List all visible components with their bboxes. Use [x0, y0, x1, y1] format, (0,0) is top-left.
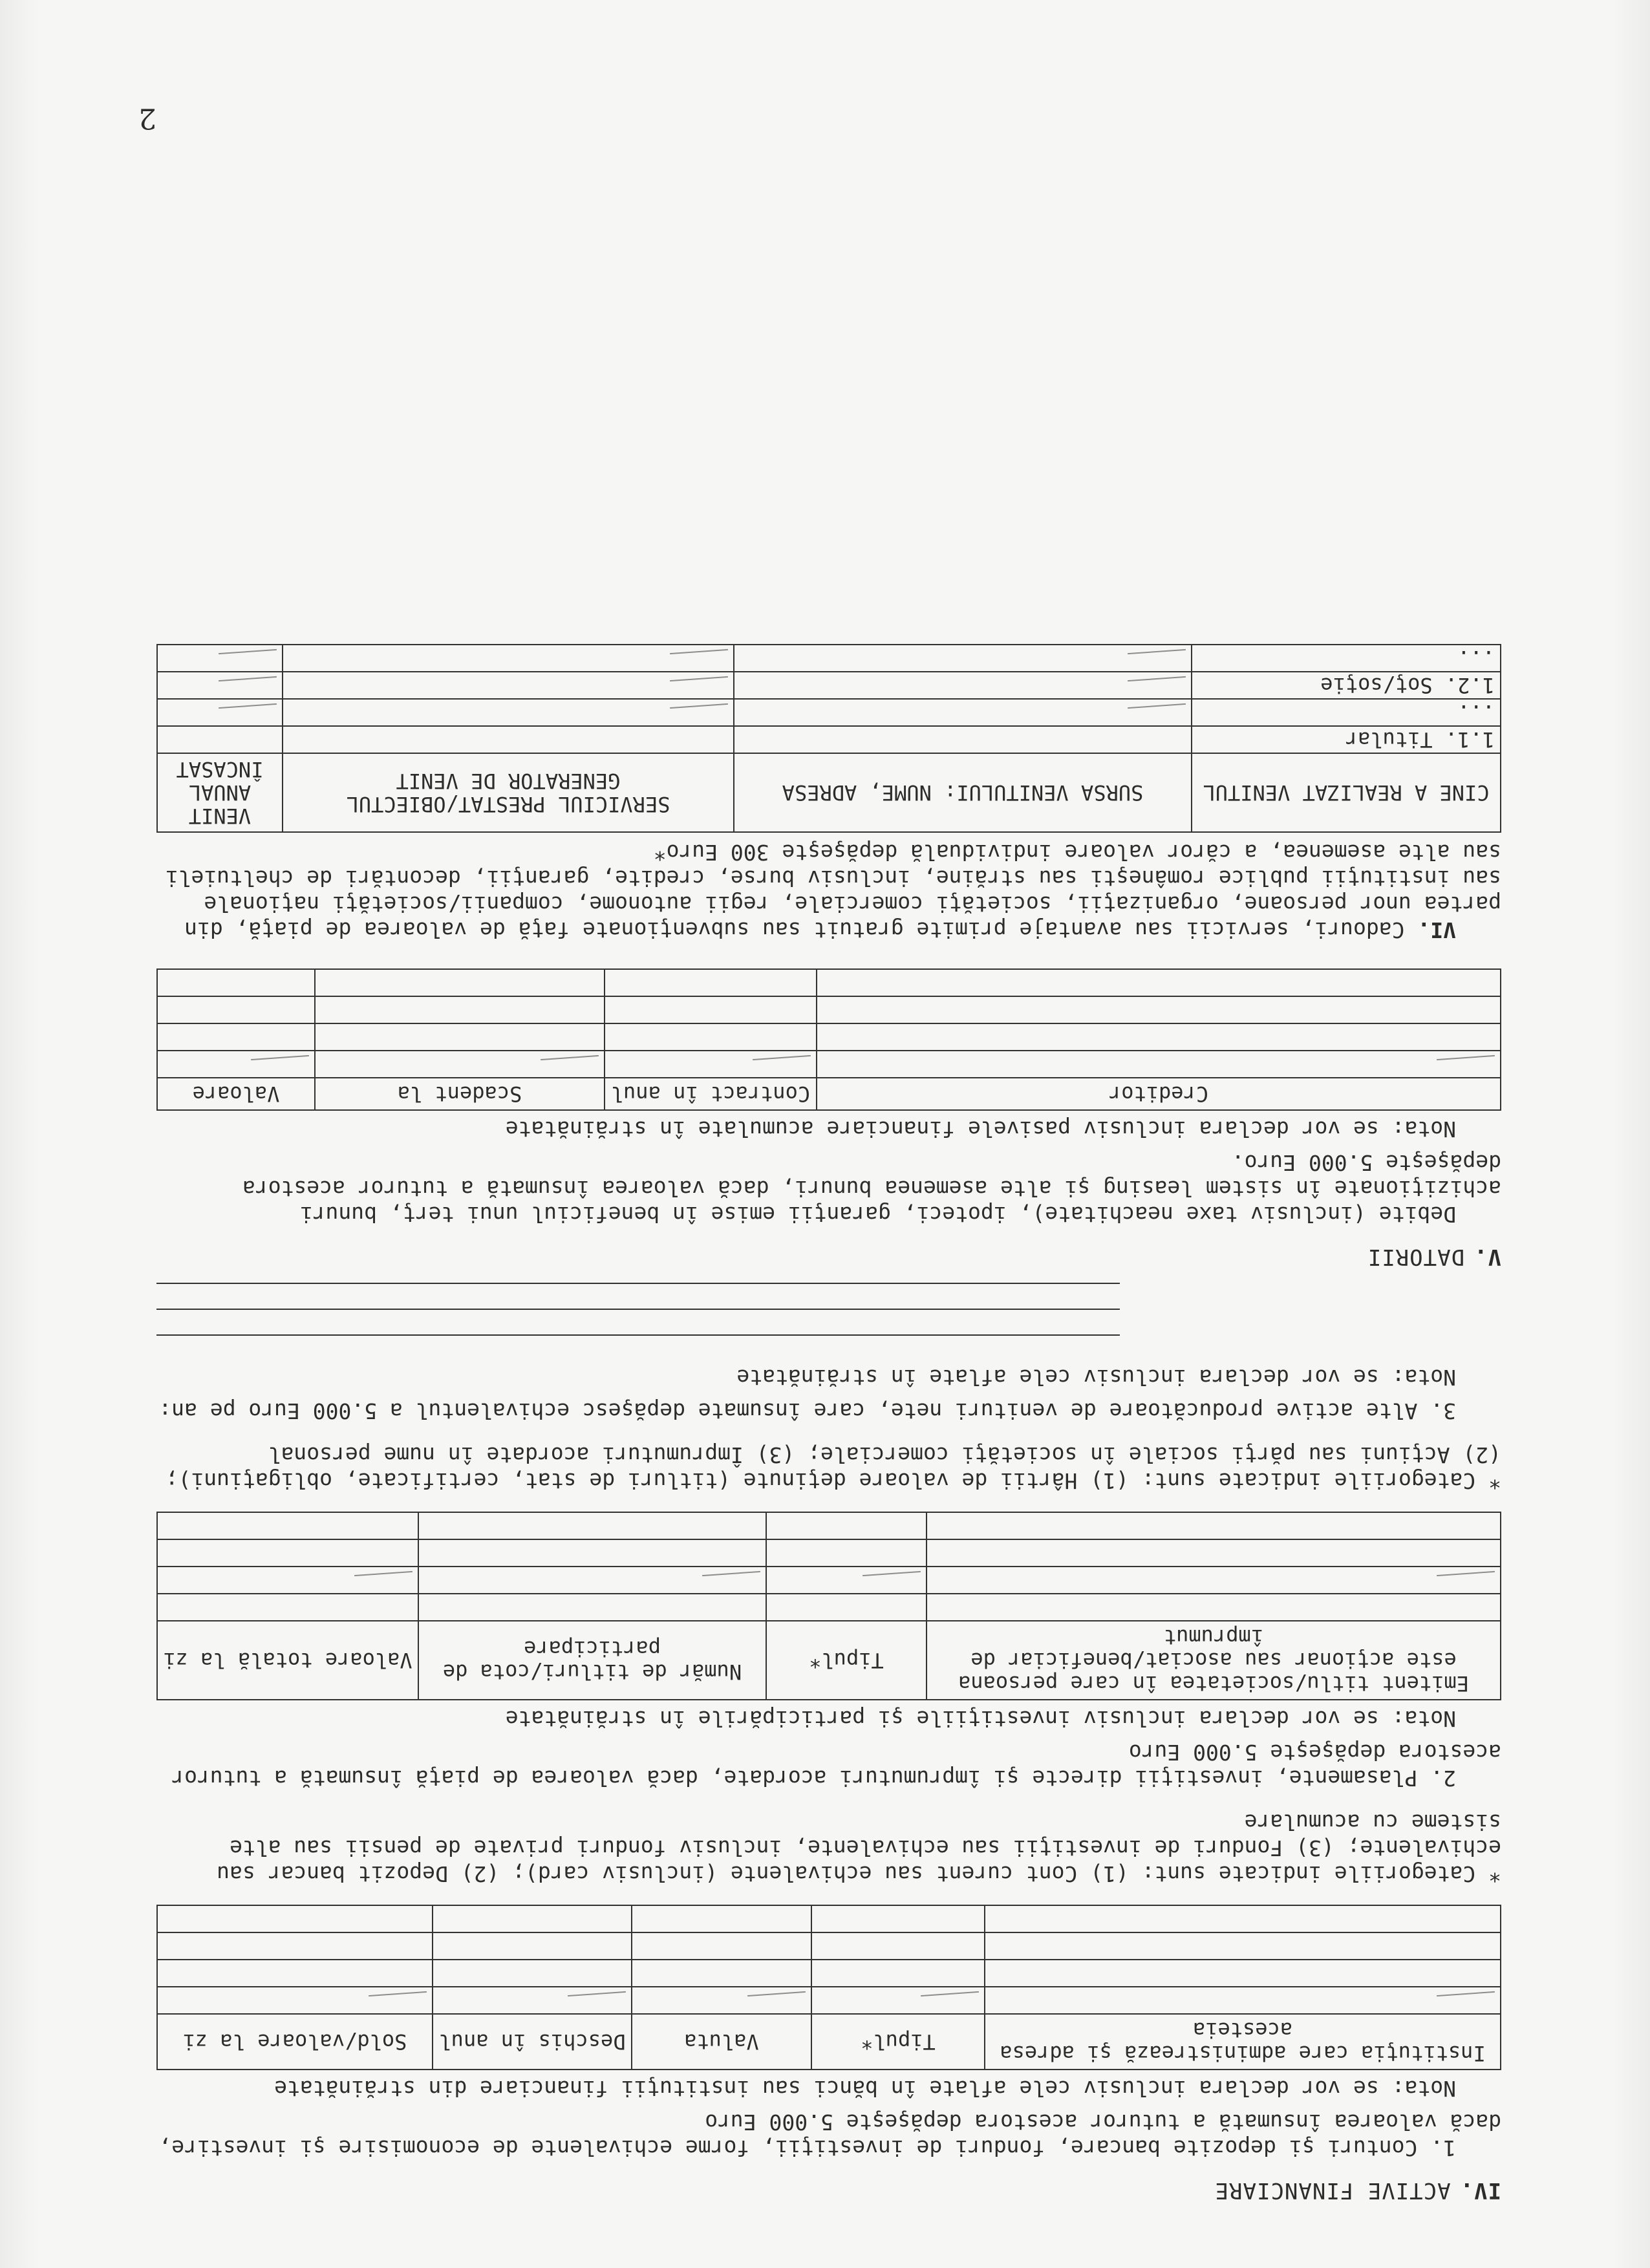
table-header: Contract în anul — [605, 1078, 817, 1110]
section-iv-title: ACTIVE FINANCIARE — [1214, 2177, 1451, 2203]
row-label: ... — [1192, 645, 1501, 672]
blank-line — [156, 1283, 1120, 1309]
section-iv-paragraph-2: 2. Plasamente, investiţii directe şi împrumuturi acordate, dacă valoarea de piaţă însumată a tuturor acestora depăşeşte 5.000 Euro — [171, 1740, 1501, 1791]
table-header: Scadent la — [315, 1078, 605, 1110]
table-header: SERVICIUL PRESTAT/OBIECTUL GENERATOR DE VENIT — [283, 753, 734, 832]
table-row — [157, 1567, 1501, 1594]
section-vi-paragraph — [156, 839, 1501, 943]
table-header: Emitent titlu/societatea în care persoana este acţionar sau asociat/beneficiar de împrumut — [927, 1621, 1501, 1700]
table-row — [157, 996, 1501, 1023]
debts-table — [156, 968, 1501, 1111]
section-vi-number: VI. — [1417, 917, 1456, 943]
table-header: Valuta — [632, 2014, 811, 2070]
table-header: Număr de titluri/cota de participare — [418, 1621, 766, 1700]
table-header: Tipul* — [766, 1621, 927, 1700]
table-header: VENIT ANUAL ÎNCASAT — [157, 753, 283, 832]
section-v-heading — [156, 1244, 1501, 1270]
table-row — [157, 1987, 1501, 2014]
section-v-number: V. — [1473, 1244, 1501, 1270]
table-header: Creditor — [817, 1078, 1501, 1110]
table-header: Instituţia care administrează şi adresa acesteia — [985, 2014, 1501, 2070]
section-iv-heading — [156, 2177, 1501, 2203]
table-row — [157, 1539, 1501, 1567]
section-iv-paragraph-3: 3. Alte active producătoare de venituri nete, care însumate depăşesc echivalentul a 5.000 Euro pe an: — [158, 1398, 1456, 1424]
section-iv-footnote-1: * Categoriile indicate sunt: (1) Cont curent sau echivalente (inclusiv card); (2) Depozit bancar sau echivalente; (3) Fonduri de investiţii sau echivalente, inclusiv fonduri private de pensii sau alte sisteme cu acumulare — [217, 1810, 1501, 1887]
table-header-row — [157, 1621, 1501, 1700]
blank-line — [156, 1309, 1120, 1334]
table-row — [157, 1051, 1501, 1078]
document-content — [156, 644, 1501, 2203]
section-iv-number: IV. — [1459, 2177, 1501, 2203]
table-header: Valoare — [157, 1078, 315, 1110]
table-row — [157, 645, 1501, 672]
table-header: Valoare totală la zi — [157, 1621, 418, 1700]
table-row — [157, 1594, 1501, 1621]
section-v-title: DATORII — [1367, 1244, 1465, 1270]
table-row — [157, 672, 1501, 699]
table-header: Tipul* — [811, 2014, 985, 2070]
table-row — [157, 1512, 1501, 1539]
investments-table — [156, 1512, 1501, 1700]
gifts-income-table — [156, 644, 1501, 833]
table-row — [157, 1960, 1501, 1987]
table-header: SURSA VENITULUI: NUME, ADRESA — [734, 753, 1192, 832]
row-label: 1.2. Soţ/soţie — [1192, 672, 1501, 699]
row-label: 1.1. Titular — [1192, 726, 1501, 753]
page-number: 2 — [138, 102, 156, 134]
section-vi-text: Cadouri, servicii sau avantaje primite gratuit sau subvenţionate faţă de valoarea de piaţă, din partea unor persoane, organizaţii, societăţi comerciale, regii autonome, companii/societăţi naţionale sau instituţii publice româneşti sau străine, inclusiv burse, credite, garanţii, decontări de cheltuieli sau alte asemenea, a căror valoare individuală depăşeşte 300 Euro* — [165, 840, 1501, 943]
section-iv-footnote-2: * Categoriile indicate sunt: (1) Hârtii de valoare deţinute (titluri de stat, certificate, obligaţiuni); (2) Acţiuni sau părţi sociale în societăţi comerciale; (3) Împrumuturi acordate în nume personal — [165, 1442, 1501, 1493]
section-iv-paragraph-1: 1. Conturi şi depozite bancare, fonduri de investiţii, forme echivalente de economisire şi investire, dacă valoarea însumată a tuturor acestora depăşeşte 5.000 Euro — [158, 2110, 1501, 2161]
section-iv-note-2: Nota: se vor declara inclusiv investiţiile şi participările în străinătate — [505, 1706, 1456, 1731]
section-iv-note-3: Nota: se vor declara inclusiv cele aflate în străinătate — [736, 1365, 1456, 1390]
table-row — [157, 1023, 1501, 1051]
table-header: Deschis în anul — [433, 2014, 632, 2070]
row-label: ... — [1192, 699, 1501, 726]
table-header-row — [157, 2014, 1501, 2070]
table-row — [157, 1932, 1501, 1960]
section-v-note: Nota: se vor declara inclusiv pasivele financiare acumulate în străinătate — [505, 1117, 1456, 1142]
bank-accounts-table — [156, 1905, 1501, 2070]
table-header: CINE A REALIZAT VENITUL — [1192, 753, 1501, 832]
table-row — [157, 699, 1501, 726]
table-row — [157, 726, 1501, 753]
table-header-row — [157, 1078, 1501, 1110]
blank-line — [156, 1334, 1120, 1360]
section-v-paragraph: Debite (inclusiv taxe neachitate), ipoteci, garanţii emise în beneficiul unui terţ, bunuri achiziţionate în sistem leasing şi alte asemenea bunuri, dacă valoarea însumată a tuturor acestora depăşeşte 5.000 Euro. — [242, 1150, 1501, 1227]
section-iv-note-1: Nota: se vor declara inclusiv cele aflate în bănci sau instituţii financiare din străinătate — [274, 2076, 1456, 2101]
table-row — [157, 1905, 1501, 1932]
table-header-row — [157, 753, 1501, 832]
table-row — [157, 969, 1501, 996]
table-header: Sold/valoare la zi — [157, 2014, 433, 2070]
